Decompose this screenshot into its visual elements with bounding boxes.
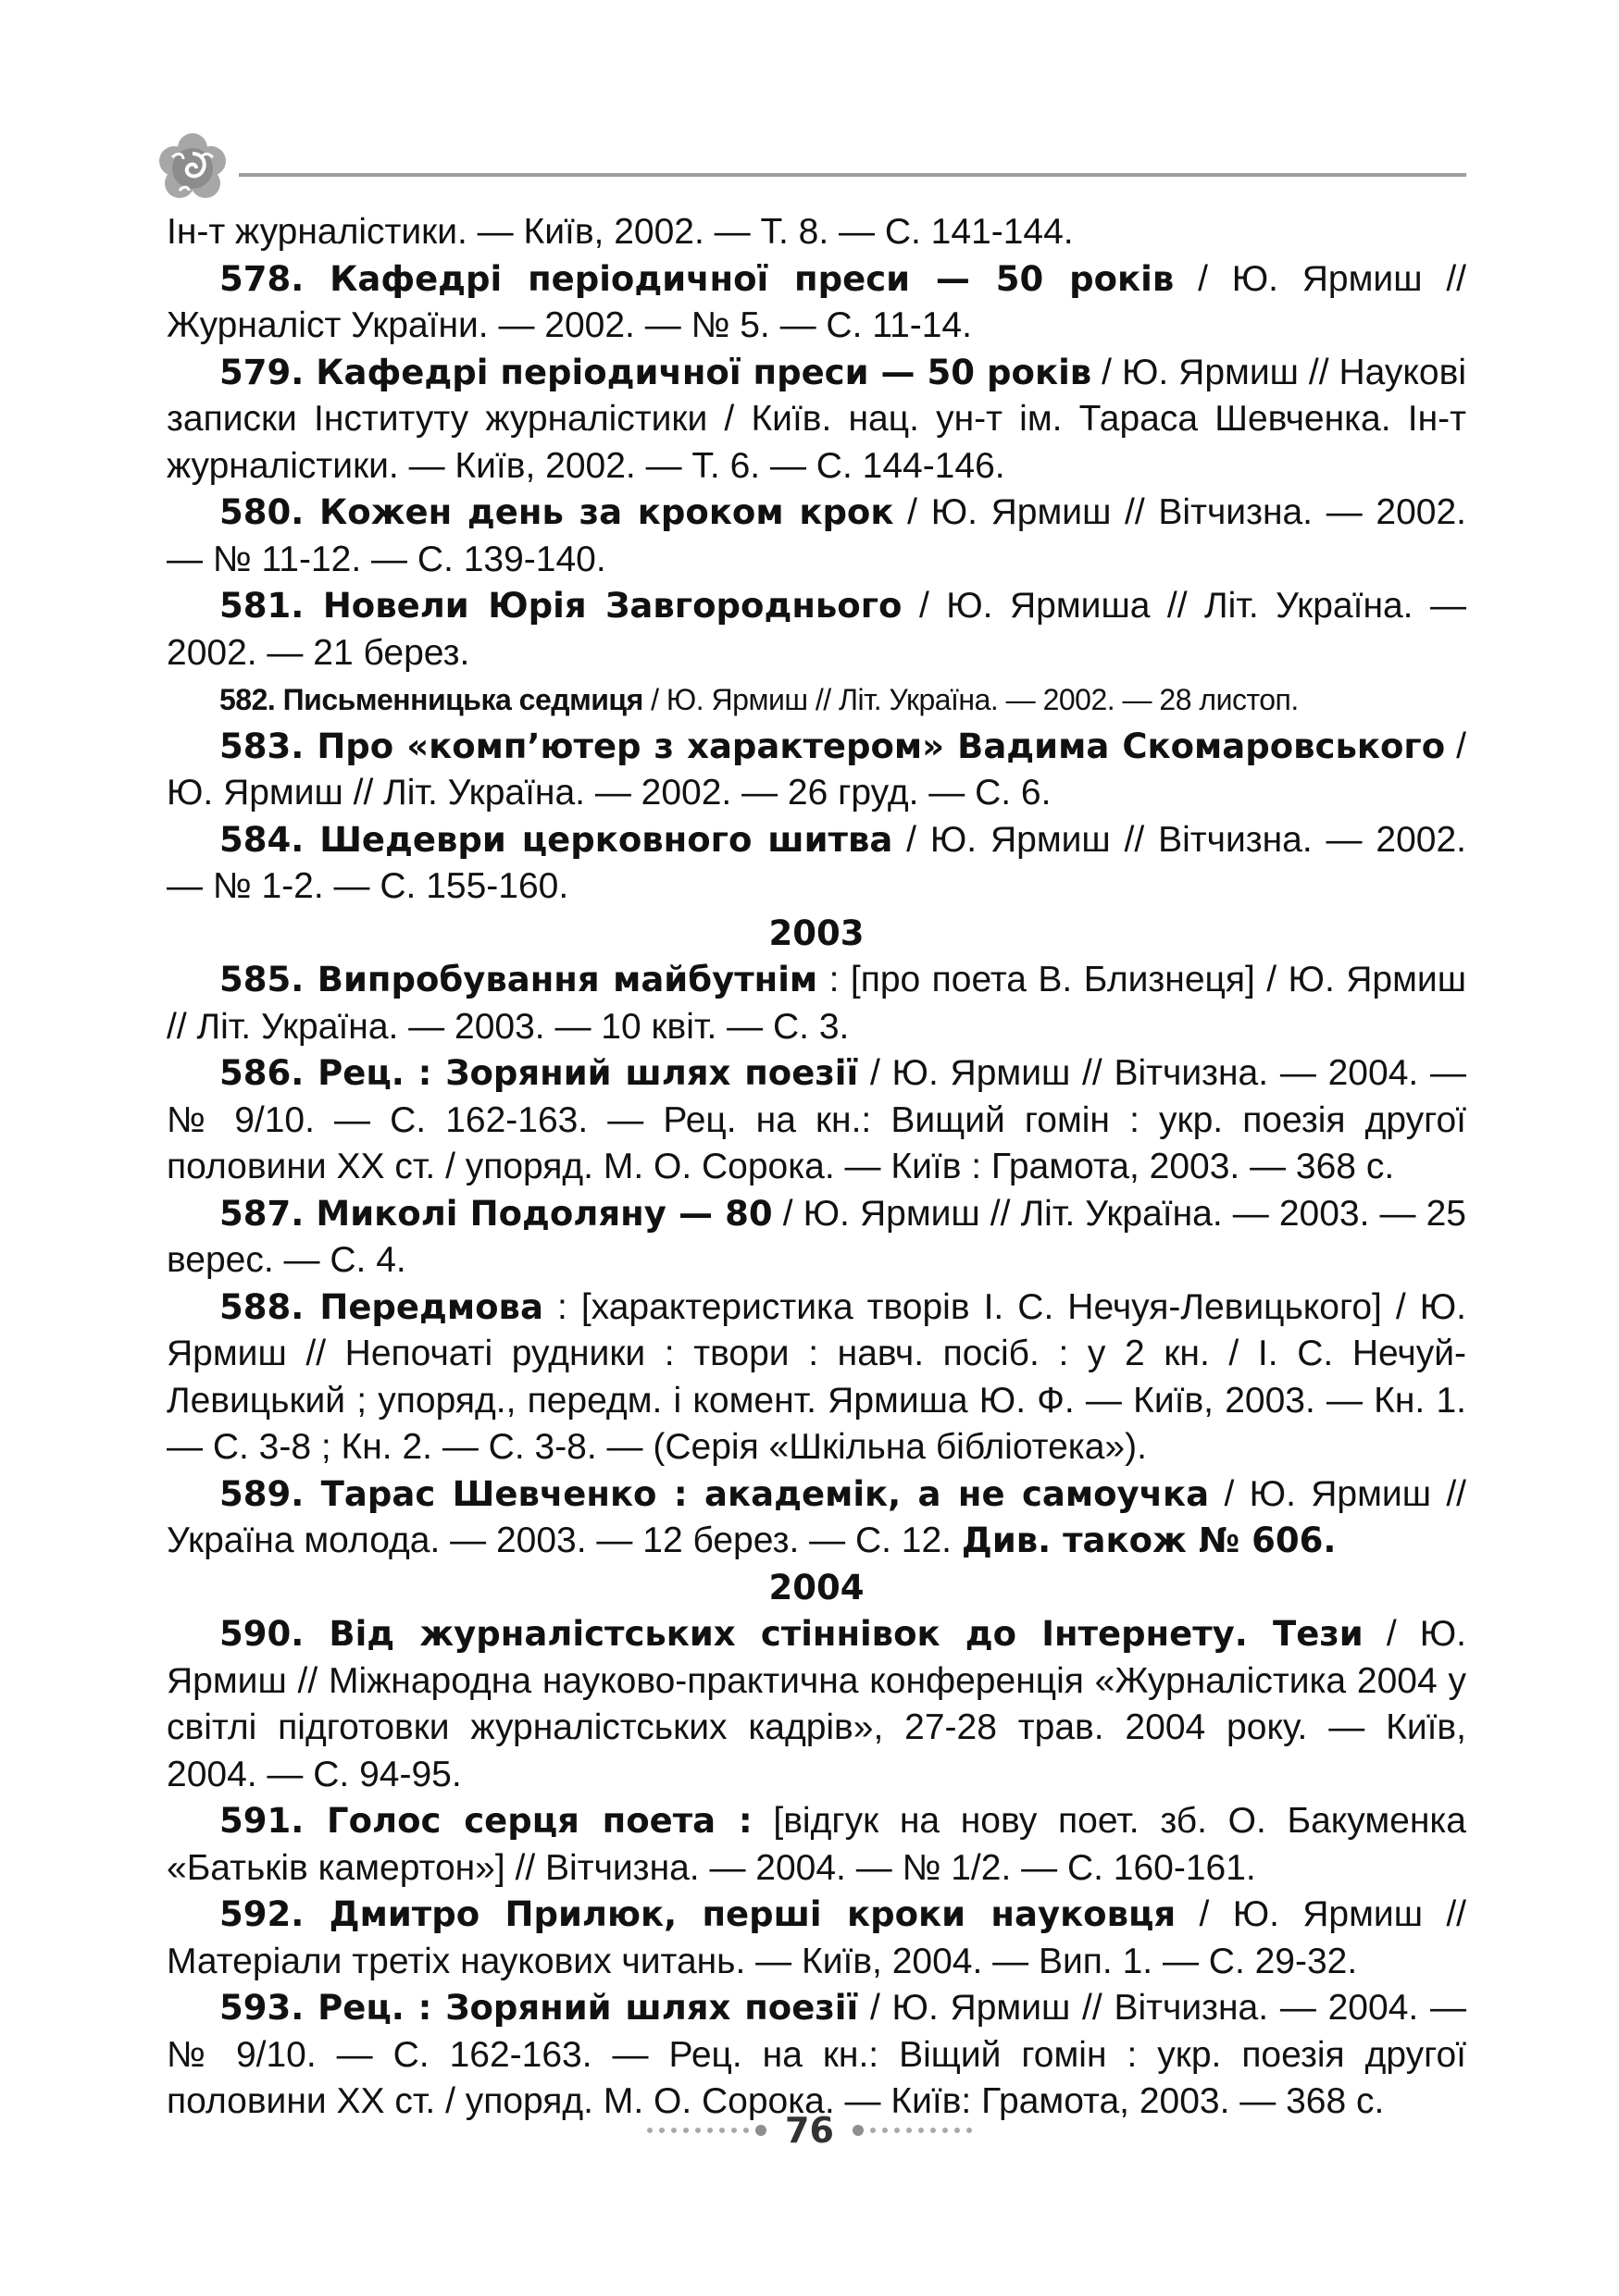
page-footer <box>0 2103 1619 2158</box>
entry-title: 585. Випробування майбутнім <box>219 960 818 999</box>
entry-title: 581. Новели Юрія Завгороднього <box>219 586 903 626</box>
entry-details: / Ю. Ярмиш // Вітчизна. — 2004. — № 9/10. — С. 162-163. — Рец. на кн.: Вищий гомін : укр. поезія другої половини XX ст. / упоряд. М. О. Сорока. — Київ : Грамота, 2003. — 368 с. <box>167 1053 1466 1186</box>
bibliography-entry <box>167 817 1466 911</box>
entry-details: / Ю. Ярмиш // Україна молода. — 2003. — 12 берез. — С. 12. <box>167 1473 1467 1560</box>
bibliography-entry <box>167 1611 1466 1798</box>
entry-title: 579. Кафедрі періодичної преси — 50 років <box>219 352 1092 392</box>
bibliography-entry <box>167 957 1466 1050</box>
entry-title: 588. Передмова <box>219 1286 543 1327</box>
entry-details: / Ю. Ярмиш // Літ. Україна. — 2002. — 26 груд. — С. 6. <box>167 726 1466 813</box>
flower-icon <box>156 131 230 205</box>
entry-details: / Ю. Ярмиш // Літ. Україна. — 2002. — 28 листоп. <box>642 683 1299 716</box>
bibliography-list <box>167 209 1466 2126</box>
year-heading: 2004 <box>768 1567 865 1607</box>
see-also-reference: Див. також № 606. <box>961 1520 1337 1560</box>
bibliography-entry <box>167 1191 1466 1285</box>
entry-title: 589. Тарас Шевченко : академік, а не самоучка <box>219 1473 1210 1514</box>
bibliography-entry <box>167 1285 1466 1471</box>
bibliography-entry <box>167 724 1466 817</box>
entry-details: / Ю. Ярмиш // Вітчизна. — 2002. — № 1-2. — С. 155-160. <box>167 819 1466 906</box>
entry-details: [відгук на нову поет. зб. О. Бакуменка «Батьків камертон»] // Вітчизна. — 2004. — № 1/2. — С. 160-161. <box>167 1801 1466 1888</box>
entry-details: / Ю. Ярмиш // Журналіст України. — 2002. — № 5. — С. 11-14. <box>167 258 1466 345</box>
entry-title: 593. Рец. : Зоряний шлях поезії <box>219 1988 859 2028</box>
bibliography-entry <box>167 1892 1466 1985</box>
entry-details: / Ю. Ярмиш // Матеріали третіх наукових читань. — Київ, 2004. — Вип. 1. — С. 29-32. <box>167 1894 1466 1981</box>
entry-title: 578. Кафедрі періодичної преси — 50 років <box>219 258 1175 299</box>
entry-details: / Ю. Ярмиш // Міжнародна науково-практична конференція «Журналістика 2004 у світлі підготовки журналістських кадрів», 27-28 трав. 2004 року. — Київ, 2004. — С. 94-95. <box>167 1614 1466 1794</box>
left-dots <box>647 2125 766 2136</box>
bibliography-entry <box>167 583 1466 676</box>
header-rule <box>239 173 1466 177</box>
entry-details: : [про поета В. Близнеця] / Ю. Ярмиш // Літ. Україна. — 2003. — 10 квіт. — С. 3. <box>167 960 1466 1047</box>
year-heading: 2003 <box>768 912 865 953</box>
bibliography-entry <box>167 676 1466 724</box>
entry-title: 582. Письменницька седмиця <box>219 683 643 716</box>
entry-title: 583. Про «комп’ютер з характером» Вадима Скомаровського <box>219 726 1446 766</box>
page-number: 76 <box>785 2110 834 2151</box>
entry-details: / Ю. Ярмиша // Літ. Україна. — 2002. — 21 берез. <box>167 586 1466 673</box>
entry-title: 591. Голос серця поета : <box>219 1801 753 1841</box>
entry-continuation: Ін-т журналістики. — Київ, 2002. — Т. 8. — С. 141-144. <box>167 212 1074 252</box>
entry-title: 580. Кожен день за кроком крок <box>219 492 894 532</box>
entry-title: 584. Шедеври церковного шитва <box>219 819 893 860</box>
entry-title: 586. Рец. : Зоряний шлях поезії <box>219 1053 859 1093</box>
entry-title: 587. Миколі Подоляну — 80 <box>219 1193 773 1234</box>
bibliography-entry <box>167 1798 1466 1892</box>
entry-details: / Ю. Ярмиш // Вітчизна. — 2002. — № 11-12. — С. 139-140. <box>167 492 1466 579</box>
right-dots <box>853 2125 972 2136</box>
entry-details: / Ю. Ярмиш // Літ. Україна. — 2003. — 25 верес. — С. 4. <box>167 1193 1467 1280</box>
bibliography-entry <box>167 1050 1466 1191</box>
entry-title: 590. Від журналістських стіннівок до Інтернету. Тези <box>219 1614 1364 1654</box>
bibliography-entry <box>167 350 1466 490</box>
entry-details: / Ю. Ярмиш // Вітчизна. — 2004. — № 9/10. — С. 162-163. — Рец. на кн.: Віщий гомін : укр. поезія другої половини XX ст. / упоряд. М. О. Сорока. — Київ: Грамота, 2003. — 368 с. <box>167 1988 1466 2121</box>
bibliography-entry <box>167 490 1466 583</box>
entry-details: : [характеристика творів І. С. Нечуя-Левицького] / Ю. Ярмиш // Непочаті рудники : твори : навч. посіб. : у 2 кн. / І. С. Нечуй-Левицький ; упоряд., передм. і комент. Ярмиша Ю. Ф. — Київ, 2003. — Кн. 1. — С. 3-8 ; Кн. 2. — С. 3-8. — (Серія «Шкільна бібліотека»). <box>167 1286 1466 1467</box>
bibliography-entry <box>167 256 1466 350</box>
entry-title: 592. Дмитро Прилюк, перші кроки науковця <box>219 1894 1177 1934</box>
entry-details: / Ю. Ярмиш // Наукові записки Інституту журналістики / Київ. нац. ун-т ім. Тараса Шевченка. Ін-т журналістики. — Київ, 2002. — Т. 6. — С. 144-146. <box>167 352 1466 486</box>
bibliography-entry <box>167 1471 1466 1565</box>
